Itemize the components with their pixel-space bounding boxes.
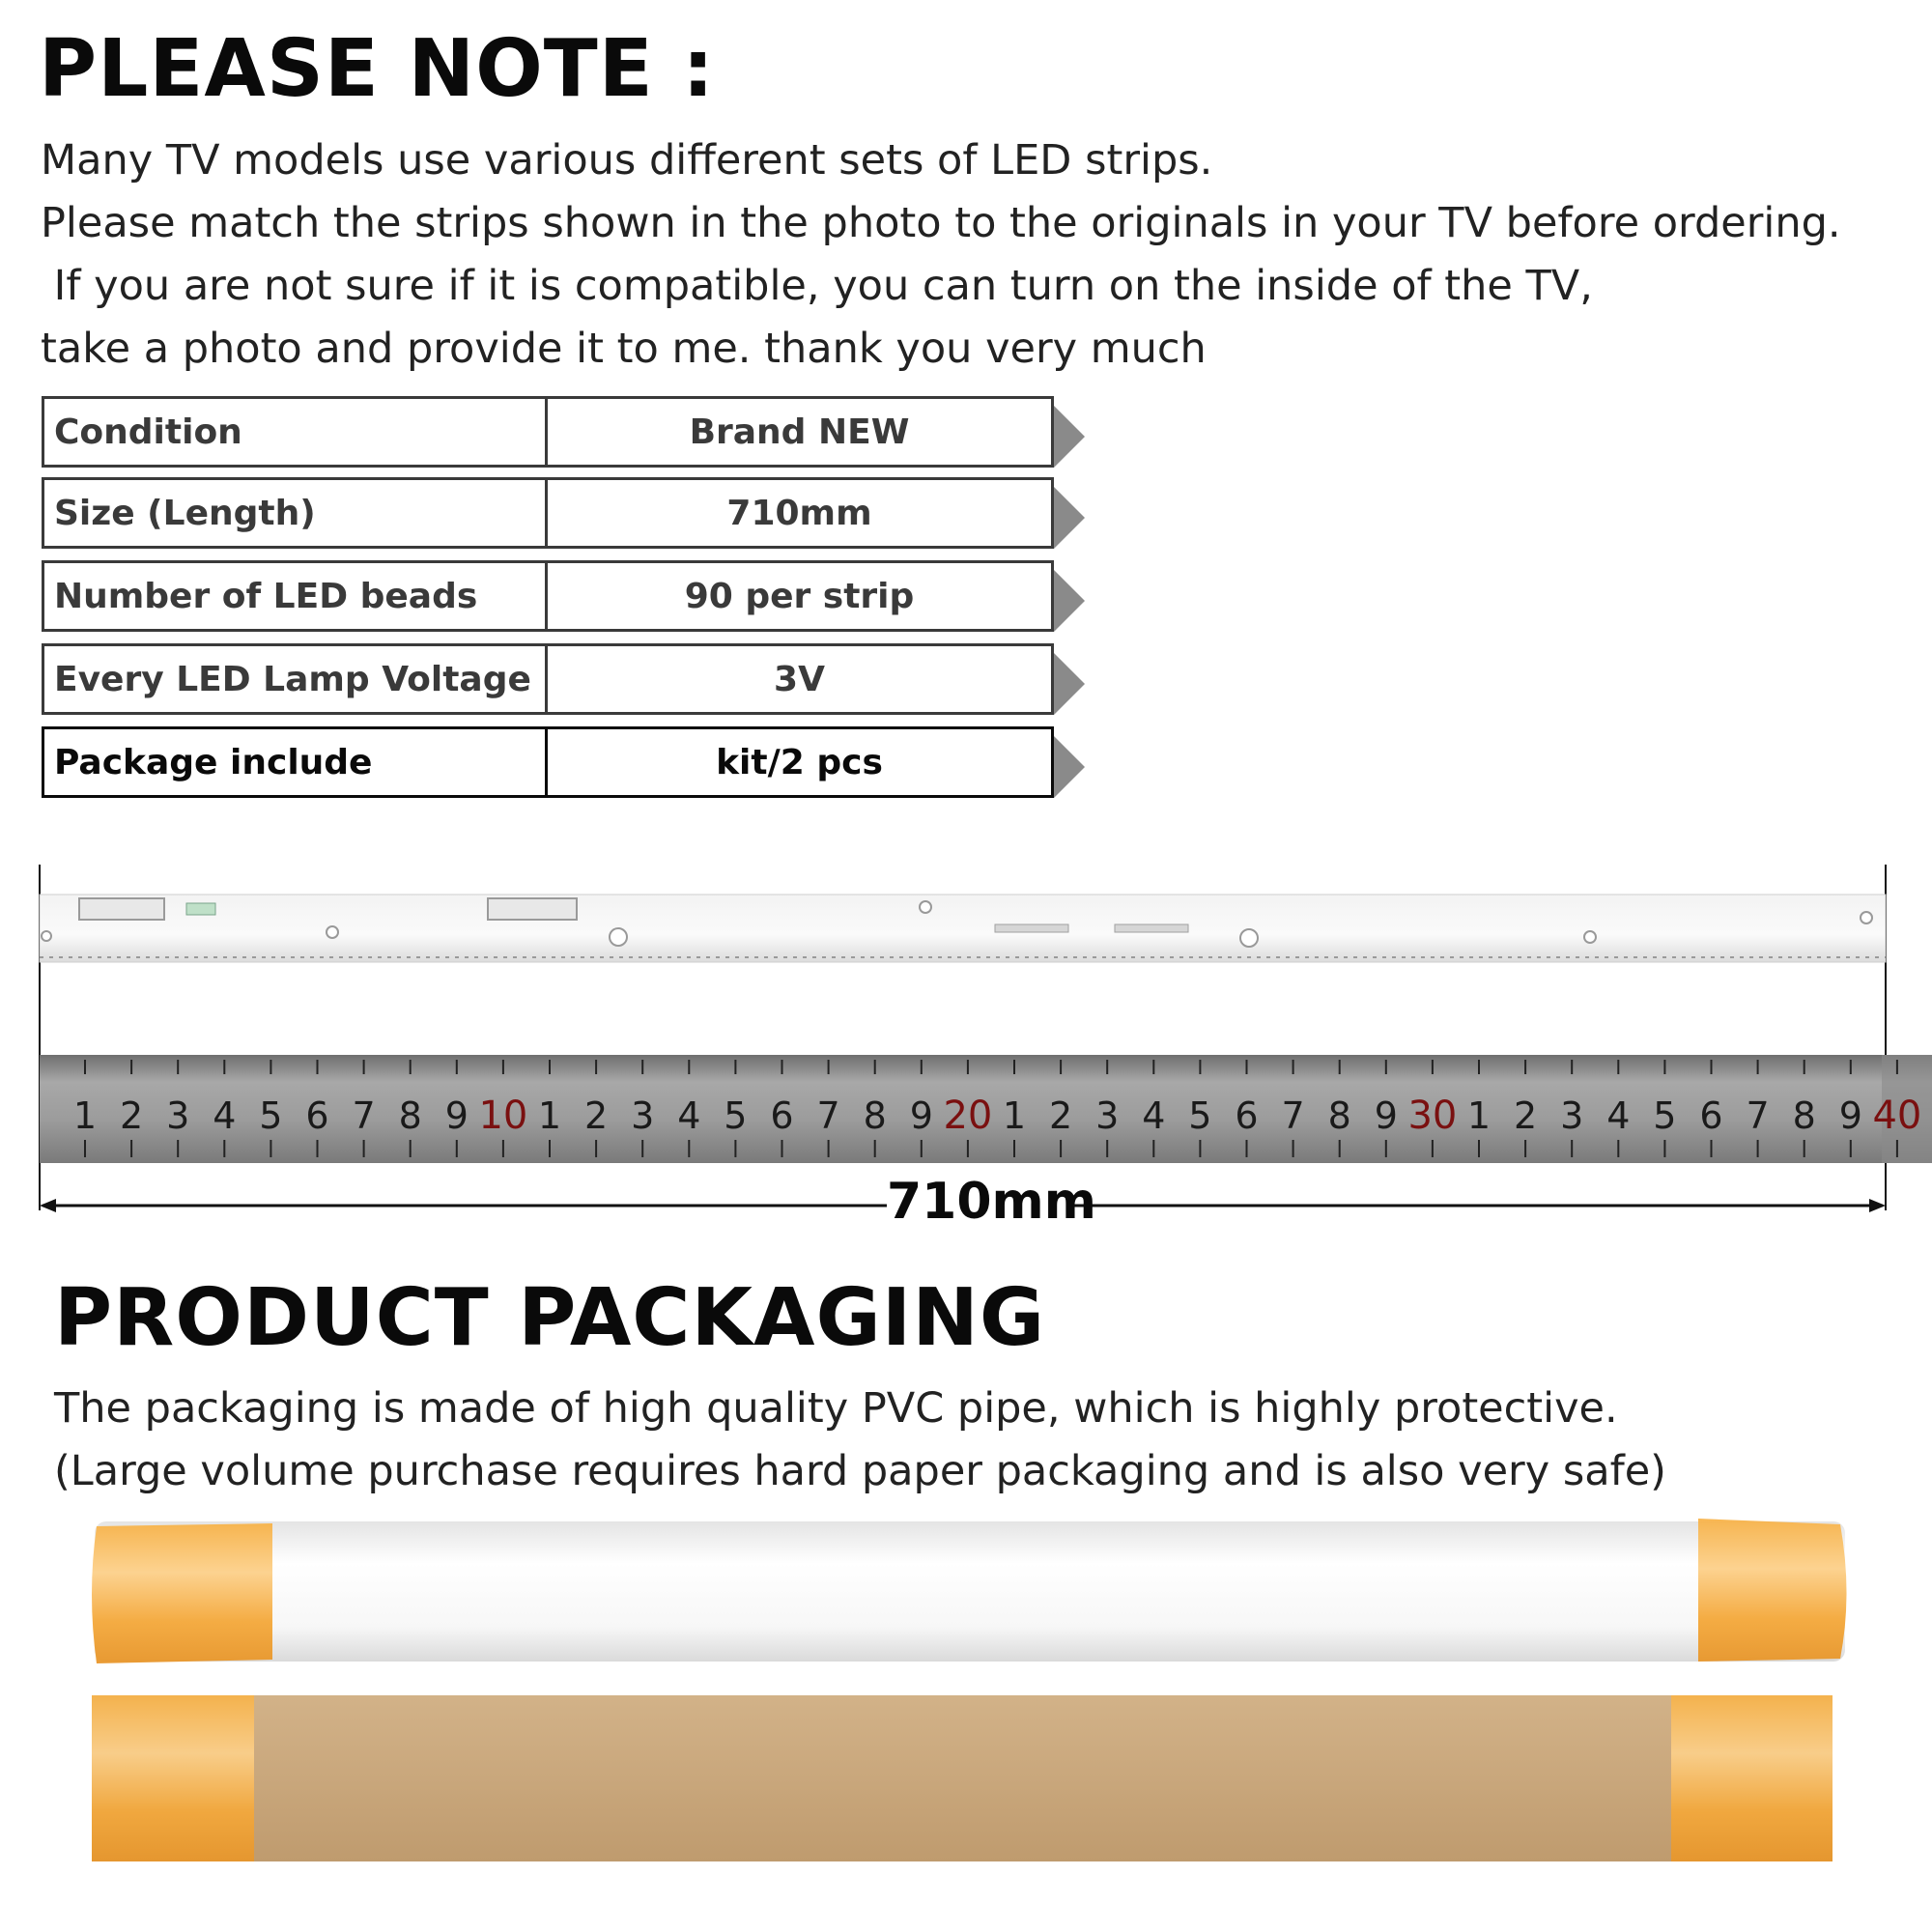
note-line-4: take a photo and provide it to me. thank you very much bbox=[41, 325, 1207, 373]
ruler-number: 6 bbox=[1235, 1094, 1259, 1137]
spec-label: Condition bbox=[42, 396, 548, 468]
spec-label: Number of LED beads bbox=[42, 560, 548, 632]
led-strip bbox=[40, 895, 1886, 962]
dimension-arrow-left-icon bbox=[40, 1199, 56, 1212]
ruler-number: 4 bbox=[1142, 1094, 1166, 1137]
strip-connector bbox=[79, 898, 164, 920]
spec-value: 3V bbox=[545, 643, 1054, 715]
strip-label-sticker bbox=[186, 903, 215, 915]
ruler-number: 9 bbox=[1374, 1094, 1398, 1137]
strip-hole bbox=[920, 901, 931, 913]
spec-arrow-icon bbox=[1054, 487, 1085, 549]
ruler-number: 9 bbox=[909, 1094, 933, 1137]
spec-arrow-icon bbox=[1054, 570, 1085, 632]
ruler-number: 30 bbox=[1407, 1094, 1458, 1138]
note-line-3: If you are not sure if it is compatible, you can turn on the inside of the TV, bbox=[41, 262, 1593, 310]
pipe-tape-right bbox=[1698, 1519, 1847, 1662]
ruler-number: 4 bbox=[213, 1094, 237, 1137]
led-strip-photo bbox=[0, 860, 1932, 1227]
spec-value: 710mm bbox=[545, 477, 1054, 549]
spec-label: Package include bbox=[42, 726, 548, 798]
ruler-number: 2 bbox=[1514, 1094, 1538, 1137]
ruler-number: 3 bbox=[631, 1094, 655, 1137]
cardboard-box bbox=[92, 1695, 1833, 1861]
ruler-number: 5 bbox=[1653, 1094, 1677, 1137]
spec-row-size bbox=[42, 477, 1054, 553]
ruler-number: 9 bbox=[444, 1094, 469, 1137]
dimension-arrow-right-icon bbox=[1869, 1199, 1886, 1212]
ruler-number: 7 bbox=[352, 1094, 376, 1137]
ruler-number: 1 bbox=[537, 1094, 562, 1137]
ruler-number: 1 bbox=[1002, 1094, 1027, 1137]
ruler-number: 6 bbox=[770, 1094, 794, 1137]
ruler-number: 2 bbox=[584, 1094, 609, 1137]
ruler-number: 7 bbox=[1746, 1094, 1770, 1137]
ruler-number: 3 bbox=[1560, 1094, 1584, 1137]
spec-row-package bbox=[42, 726, 1054, 802]
strip-hole bbox=[1861, 912, 1872, 923]
pvc-pipe bbox=[95, 1521, 1845, 1662]
ruler-number: 3 bbox=[166, 1094, 190, 1137]
packaging-line-1: The packaging is made of high quality PVC pipe, which is highly protective. bbox=[54, 1384, 1618, 1433]
ruler-number: 3 bbox=[1095, 1094, 1120, 1137]
spec-value: 90 per strip bbox=[545, 560, 1054, 632]
ruler-number: 8 bbox=[398, 1094, 422, 1137]
ruler-number: 9 bbox=[1838, 1094, 1862, 1137]
spec-arrow-icon bbox=[1054, 653, 1085, 715]
spec-row-condition bbox=[42, 396, 1054, 471]
ruler-number: 5 bbox=[259, 1094, 283, 1137]
note-title: PLEASE NOTE : bbox=[39, 23, 716, 115]
spec-row-voltage bbox=[42, 643, 1054, 719]
packaging-line-2: (Large volume purchase requires hard paper packaging and is also very safe) bbox=[54, 1447, 1666, 1495]
ruler-number: 40 bbox=[1872, 1094, 1922, 1138]
ruler-number: 1 bbox=[1466, 1094, 1492, 1137]
ruler-number: 7 bbox=[1281, 1094, 1305, 1137]
ruler-number: 10 bbox=[478, 1094, 528, 1138]
spec-label: Every LED Lamp Voltage bbox=[42, 643, 548, 715]
ruler-number: 1 bbox=[72, 1094, 98, 1137]
ruler-number: 7 bbox=[816, 1094, 840, 1137]
strip-hole bbox=[1240, 929, 1258, 947]
pipe-tape-left bbox=[92, 1523, 272, 1663]
packaging-title: PRODUCT PACKAGING bbox=[54, 1272, 1046, 1364]
packaging-photo bbox=[0, 1507, 1932, 1874]
box-tape-left bbox=[92, 1695, 254, 1861]
ruler-number: 5 bbox=[1188, 1094, 1212, 1137]
note-line-2: Please match the strips shown in the photo to the originals in your TV before ordering. bbox=[41, 199, 1841, 247]
ruler-number: 8 bbox=[1792, 1094, 1816, 1137]
strip-chip bbox=[995, 924, 1068, 932]
ruler-number: 8 bbox=[863, 1094, 887, 1137]
spec-row-led-beads bbox=[42, 560, 1054, 636]
strip-chip bbox=[1115, 924, 1188, 932]
spec-value: Brand NEW bbox=[545, 396, 1054, 468]
strip-hole bbox=[610, 928, 627, 946]
ruler-number: 8 bbox=[1327, 1094, 1351, 1137]
box-tape-right bbox=[1671, 1695, 1833, 1861]
strip-hole bbox=[1584, 931, 1596, 943]
spec-arrow-icon bbox=[1054, 406, 1085, 468]
ruler-number: 6 bbox=[1699, 1094, 1723, 1137]
ruler-number: 4 bbox=[677, 1094, 701, 1137]
note-line-1: Many TV models use various different sets of LED strips. bbox=[41, 136, 1213, 185]
dimension-label: 710mm bbox=[887, 1173, 1096, 1231]
ruler-number: 20 bbox=[943, 1094, 993, 1138]
ruler-number: 2 bbox=[1049, 1094, 1073, 1137]
strip-hole bbox=[42, 931, 51, 941]
ruler-number: 4 bbox=[1606, 1094, 1631, 1137]
spec-value: kit/2 pcs bbox=[545, 726, 1054, 798]
ruler-number: 2 bbox=[120, 1094, 144, 1137]
strip-connector bbox=[488, 898, 577, 920]
strip-hole bbox=[327, 926, 338, 938]
ruler-number: 6 bbox=[305, 1094, 329, 1137]
spec-label: Size (Length) bbox=[42, 477, 548, 549]
ruler-number: 5 bbox=[724, 1094, 748, 1137]
spec-arrow-icon bbox=[1054, 736, 1085, 798]
